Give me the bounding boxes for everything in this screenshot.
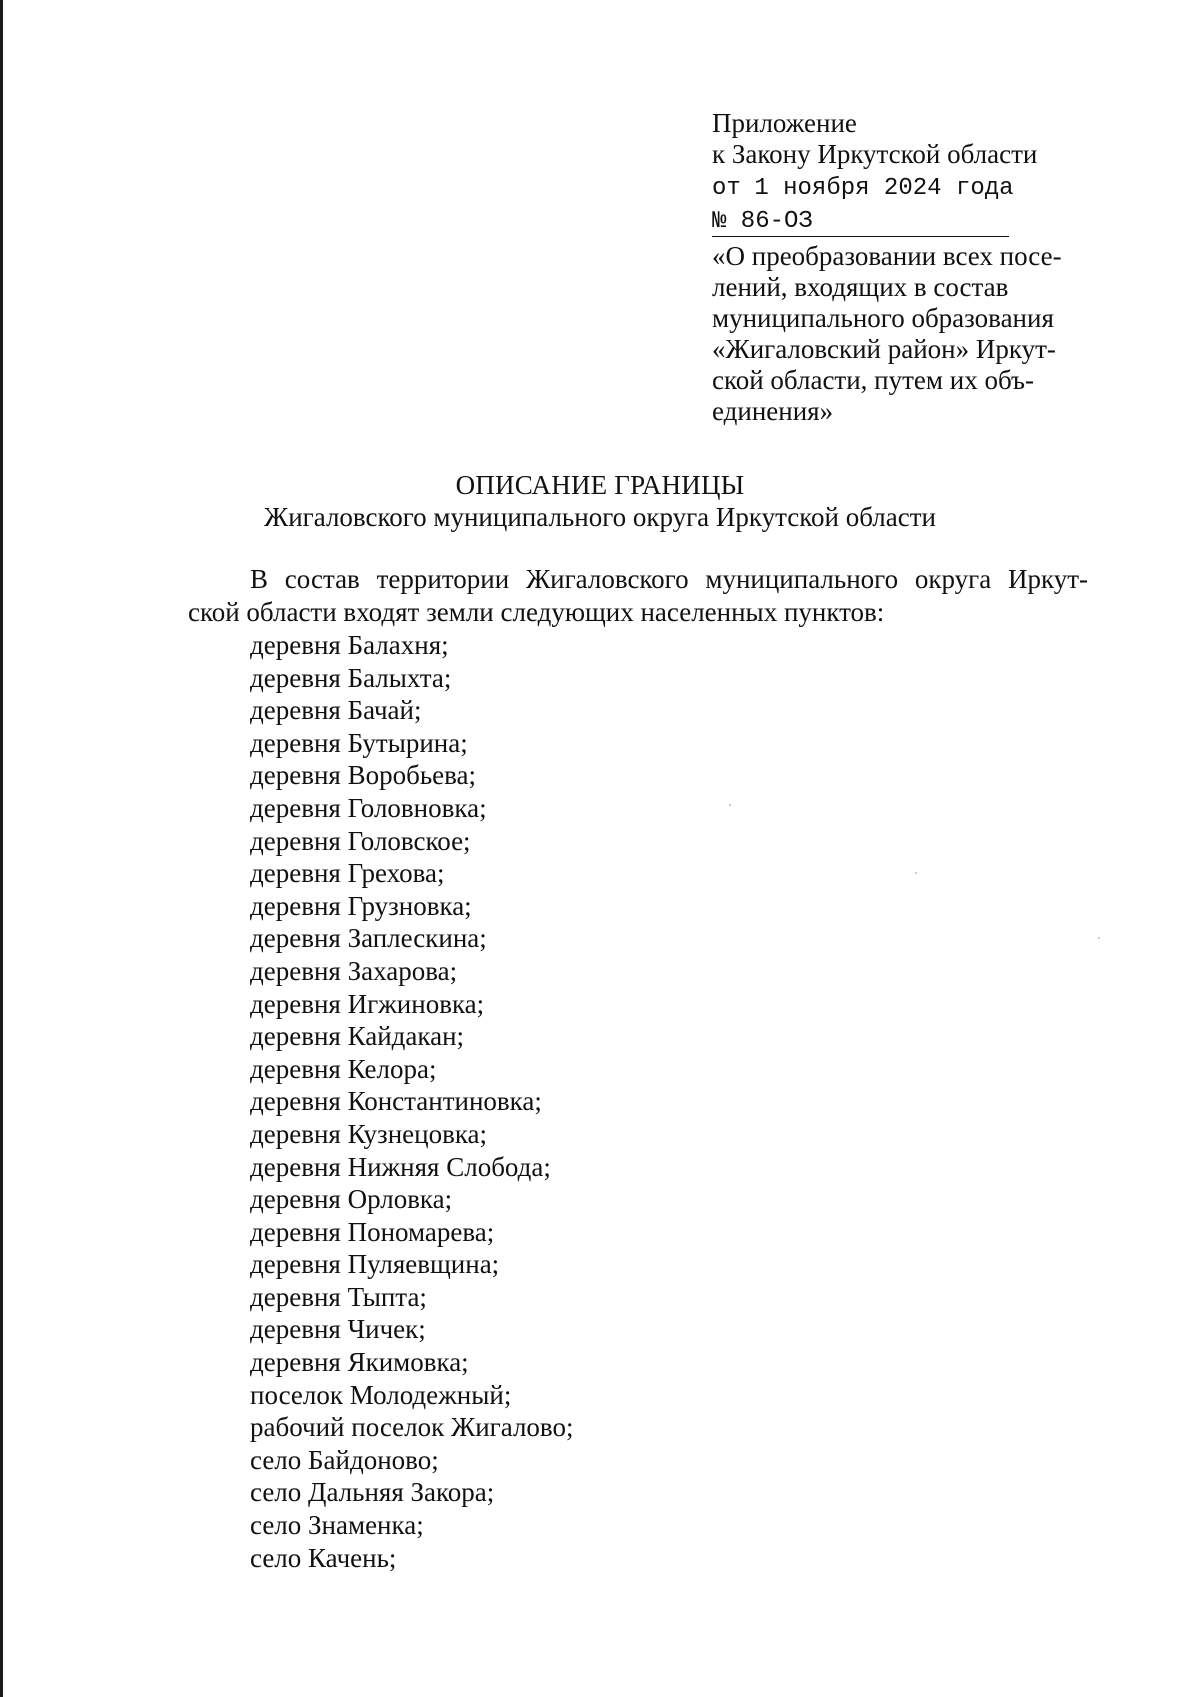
- settlement-item: деревня Игжиновка;: [250, 988, 485, 1019]
- settlement-item: деревня Кайдакан;: [250, 1021, 465, 1052]
- law-title-line: «О преобразовании всех посе-: [712, 241, 1062, 271]
- appendix-number: [712, 204, 1009, 237]
- intro-line-1: В состав территории Жигаловского муниципального округа Иркут-: [250, 564, 1088, 594]
- law-title-line: лений, входящих в состав: [712, 272, 1009, 302]
- law-title-line: муниципального образования: [712, 303, 1054, 333]
- settlement-item: деревня Константиновка;: [250, 1086, 542, 1117]
- settlement-item: деревня Келора;: [250, 1053, 437, 1084]
- settlement-item: деревня Заплескина;: [250, 923, 487, 954]
- settlement-item: деревня Балыхта;: [250, 662, 452, 693]
- settlement-item: деревня Воробьева;: [250, 760, 476, 791]
- scan-speck: [729, 804, 731, 806]
- law-number: № 86-ОЗ: [712, 208, 813, 235]
- settlement-item: деревня Якимовка;: [250, 1347, 469, 1378]
- settlement-item: деревня Головское;: [250, 825, 471, 856]
- settlement-item: деревня Пуляевщина;: [250, 1249, 500, 1280]
- settlement-item: село Качень;: [250, 1542, 397, 1573]
- settlement-item: поселок Молодежный;: [250, 1379, 512, 1410]
- settlement-list: [250, 629, 574, 1574]
- settlement-item: деревня Бачай;: [250, 695, 422, 726]
- settlement-item: рабочий поселок Жигалово;: [250, 1412, 574, 1443]
- settlement-item: село Знаменка;: [250, 1510, 424, 1541]
- law-title: [712, 241, 1112, 427]
- document-title: ОПИСАНИЕ ГРАНИЦЫ: [455, 470, 745, 500]
- date-prefix: от: [712, 175, 741, 202]
- settlement-item: деревня Бутырина;: [250, 727, 468, 758]
- appendix-date: [712, 170, 1112, 204]
- settlement-item: деревня Головновка;: [250, 792, 487, 823]
- date-value: 1 ноября 2024 года: [754, 175, 1014, 202]
- scan-speck: [1098, 937, 1100, 939]
- appendix-law-ref: к Закону Иркутской области: [712, 139, 1038, 169]
- law-title-line: «Жигаловский район» Иркут-: [712, 334, 1056, 364]
- settlement-item: деревня Грехова;: [250, 858, 445, 889]
- settlement-item: деревня Грузновка;: [250, 890, 472, 921]
- settlement-item: деревня Захарова;: [250, 955, 458, 986]
- settlement-item: село Дальняя Закора;: [250, 1477, 495, 1508]
- settlement-item: деревня Кузнецовка;: [250, 1118, 488, 1149]
- intro-paragraph: [188, 563, 1088, 629]
- settlement-item: деревня Нижняя Слобода;: [250, 1151, 551, 1182]
- settlement-item: деревня Тыпта;: [250, 1281, 427, 1312]
- scan-speck: [915, 872, 917, 874]
- settlement-item: деревня Чичек;: [250, 1314, 426, 1345]
- scan-left-edge: [0, 0, 3, 1697]
- appendix-block: [712, 108, 1112, 427]
- document-subtitle: Жигаловского муниципального округа Иркутской области: [264, 502, 936, 532]
- appendix-label: Приложение: [712, 108, 857, 138]
- intro-line-2: ской области входят земли следующих населенных пунктов:: [188, 597, 885, 627]
- settlement-item: село Байдоново;: [250, 1444, 439, 1475]
- settlement-item: деревня Балахня;: [250, 630, 449, 660]
- law-title-line: единения»: [712, 396, 834, 426]
- settlement-item: деревня Пономарева;: [250, 1216, 495, 1247]
- settlement-item: деревня Орловка;: [250, 1184, 453, 1215]
- law-title-line: ской области, путем их объ-: [712, 365, 1034, 395]
